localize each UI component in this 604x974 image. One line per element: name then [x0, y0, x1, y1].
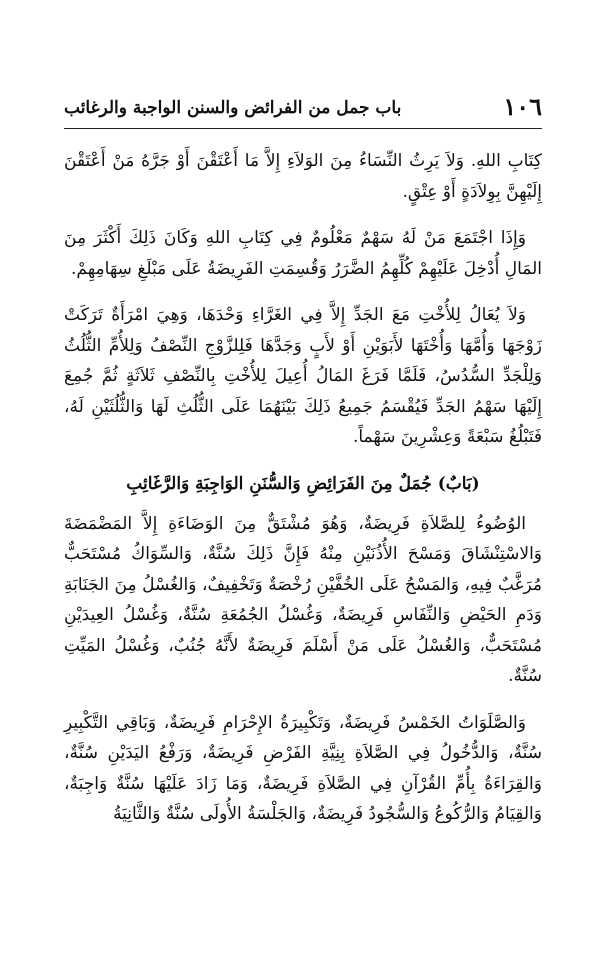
paragraph-4: الوُضُوءُ لِلصَّلاَةِ فَرِيضَةٌ، وَهُوَ مُشْتَقٌّ مِنَ الوَضَاءَةِ إِلاَّ المَضْمَضَةَ وَالاسْتِنْشَاقَ وَمَسْحَ الأُذُنَيْنِ مِنْهُ فَإِنَّ ذَلِكَ سُنَّةٌ، وَالسِّوَاكُ مُسْتَحَبٌّ مُرَغَّبٌ فِيهِ، وَالمَسْحُ عَلَى الخُفَّيْنِ رُخْصَةٌ وَتَخْفِيفٌ، وَالغُسْلُ مِنَ الجَنَابَةِ وَدَمِ الحَيْضِ وَالنِّفَاسِ فَرِيضَةٌ، وَغُسْلُ الجُمُعَةِ سُنَّةٌ، وَغُسْلُ العِيدَيْنِ مُسْتَحَبٌّ، وَالغُسْلُ عَلَى مَنْ أَسْلَمَ فَرِيضَةٌ لأَنَّهُ جُنُبٌ، وَغُسْلُ المَيِّتِ سُنَّةٌ.	[64, 513, 542, 686]
running-title: باب جمل من الفرائض والسنن الواجبة والرغائب	[64, 98, 402, 118]
section-heading: (بَابٌ) جُمَلٌ مِنَ الفَرَائِضِ وَالسُّنَنِ الوَاجِبَةِ وَالرَّغَائِبِ	[126, 473, 480, 494]
body-text	[64, 146, 542, 846]
page-header	[64, 92, 542, 126]
paragraph-3: وَلاَ يُعَالُ لِلأُخْتِ مَعَ الجَدِّ إِلاَّ فِي الغَرَّاءِ وَحْدَهَا، وَهِيَ امْرَأَةٌ تَرَكَتْ زَوْجَهَا وَأُمَّهَا وَأُخْتَهَا لأَبَوَيْنِ أَوْ لأَبٍ وَجَدَّهَا فَلِلزَّوْجِ النِّصْفُ وَلِلأُمِّ الثُّلُثُ وَلِلْجَدِّ السُّدُسُ، فَلَمَّا فَرَغَ المَالُ أُعِيلَ لِلأُخْتِ بِالنِّصْفِ ثَلاَثَةٍ ثُمَّ جُمِعَ إِلَيْهَا سَهْمُ الجَدِّ فَيُقْسَمُ جَمِيعُ ذَلِكَ بَيْنَهُمَا عَلَى الثُّلُثِ لَهَا وَالثُّلُثَيْنِ لَهُ، فَتَبْلُغُ سَبْعَةً وَعِشْرِينَ سَهْماً.	[64, 305, 542, 447]
paragraph-2: وَإِذَا اجْتَمَعَ مَنْ لَهُ سَهْمٌ مَعْلُومٌ فِي كِتَابِ اللهِ وَكَانَ ذَلِكَ أَكْثَرَ مِنَ المَالِ أُدْخِلَ عَلَيْهِمْ كُلِّهِمُ الضَّرَرُ وَقُسِمَتِ الفَرِيضَةُ عَلَى مَبْلَغِ سِهَامِهِمْ.	[64, 228, 542, 279]
header-divider	[64, 128, 542, 129]
paragraph-1: كِتَابِ اللهِ. وَلاَ يَرِثُ النِّسَاءُ مِنَ الوَلاَءِ إِلاَّ مَا أَعْتَقْنَ أَوْ جَرَّهُ مَنْ أَعْتَقْنَ إِلَيْهِنَّ بِوِلاَدَةٍ أَوْ عِتْقٍ.	[64, 151, 542, 202]
page-number: ١٠٦	[503, 92, 542, 121]
paragraph-5: وَالصَّلَوَاتُ الخَمْسُ فَرِيضَةٌ، وَتَكْبِيرَةُ الإِحْرَامِ فَرِيضَةٌ، وَبَاقِي التَّكْبِيرِ سُنَّةٌ، وَالدُّخُولُ فِي الصَّلاَةِ بِنِيَّةِ الفَرْضِ فَرِيضَةٌ، وَرَفْعُ اليَدَيْنِ سُنَّةٌ، وَالقِرَاءَةُ بِأُمِّ القُرْآنِ فِي الصَّلاَةِ فَرِيضَةٌ، وَمَا زَادَ عَلَيْهَا سُنَّةٌ وَاجِبَةٌ، وَالقِيَامُ وَالرُّكُوعُ وَالسُّجُودُ فَرِيضَةٌ، وَالجَلْسَةُ الأُولَى سُنَّةٌ وَالثَّانِيَةُ	[64, 712, 542, 824]
